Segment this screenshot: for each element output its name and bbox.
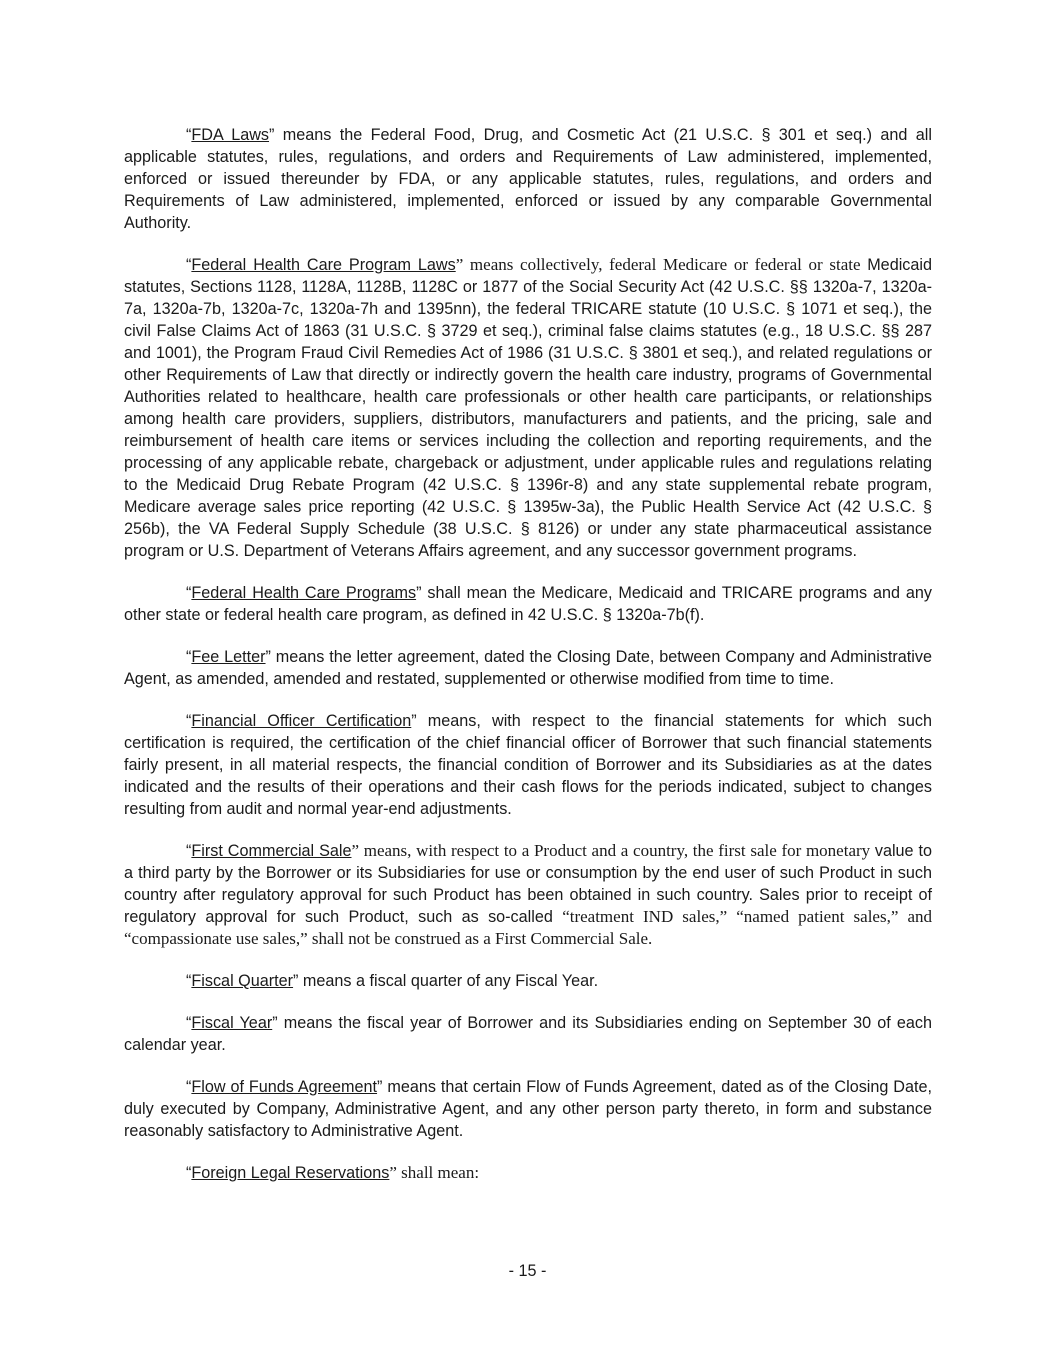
definition-text: means that certain Flow of Funds Agreement, dated as of the Closing Date, duly executed by Company, Administrative Agent, and any other person party thereto, in form and substance reasonably satisfactory to Administrative Agent. [124,1078,932,1140]
defined-term: Flow of Funds Agreement [191,1078,378,1096]
definition-foreign-legal-reservations: “Foreign Legal Reservations” shall mean: [186,1163,480,1182]
definition-text: means the fiscal year of Borrower and its Subsidiaries ending on September 30 of each calendar year. [124,1014,932,1054]
definition-text: means collectively, federal Medicare or federal or state [463,255,868,274]
definition-federal-health-care-programs: “Federal Health Care Programs” shall mean the Medicare, Medicaid and TRICARE programs and any other state or federal health care program, as defined in 42 U.S.C. § 1320a-7b(f). [124,584,933,624]
document-page [124,124,932,1204]
definition-text: means the letter agreement, dated the Closing Date, between Company and Administrative Agent, as amended, amended and restated, supplemented or otherwise modified from time to time. [124,648,932,688]
defined-term: First Commercial Sale [191,842,352,860]
definition-text-continued: Medicaid statutes, Sections 1128, 1128A, 1128B, 1128C or 1877 of the Social Security Act (42 U.S.C. §§ 1320a-7, 1320a-7a, 1320a-7b, 1320a-7c, 1320a-7h and 1395nn), the federal TRICARE statute (10 U.S.C. § 1071 et seq.), the civil False Claims Act of 1863 (31 U.S.C. § 3729 et seq.), criminal false claims statutes (e.g., 18 U.S.C. §§ 287 and 1001), the Program Fraud Civil Remedies Act of 1986 (31 U.S.C. § 3801 et seq.), and related regulations or other Requirements of Law that directly or indirectly govern the health care industry, programs of Governmental Authorities related to healthcare, health care professionals or other health care participants, or relationships among health care providers, suppliers, distributors, manufacturers and patients, and the pricing, sale and reimbursement of health care items or services including the collection and reporting requirements, and the processing of any applicable rebate, chargeback or adjustment, under applicable rules and regulations relating to the Medicaid Drug Rebate Program (42 U.S.C. § 1396r-8) and any state supplemental rebate program, Medicare average sales price reporting (42 U.S.C. § 1395w-3a), the Public Health Service Act (42 U.S.C. § 256b), the VA Federal Supply Schedule (38 U.S.C. § 8126) or under any state pharmaceutical assistance program or U.S. Department of Veterans Affairs agreement, and any successor government programs. [124,256,932,560]
defined-term: FDA Laws [191,126,270,144]
definition-fiscal-year: “Fiscal Year” means the fiscal year of Borrower and its Subsidiaries ending on September 30 of each calendar year. [124,1014,932,1054]
definition-text: shall mean: [396,1163,480,1182]
definition-text-continued: value to a third party by the Borrower or its Subsidiaries for use or consumption by the end user of such Product in such country after regulatory approval for such Product has been obtained in such country. Sales prior to receipt of regulatory approval for such Product, such as so-called [124,842,932,926]
defined-term: Federal Health Care Program Laws [191,256,456,274]
definition-text: means a fiscal quarter of any Fiscal Year. [298,972,599,990]
definition-text: means, with respect to a Product and a country, the first sale for monetary [359,841,875,860]
definition-first-commercial-sale: “First Commercial Sale” means, with respect to a Product and a country, the first sale for monetary value to a third party by the Borrower or its Subsidiaries for use or consumption by the end user of such Product in such country after regulatory approval for such Product has been obtained in such country. Sales prior to receipt of regulatory approval for such Product, such as so-called “treatment IND sales,” “named patient sales,” and “compassionate use sales,” shall not be construed as a First Commercial Sale. [124,841,932,948]
defined-term: Fee Letter [191,648,266,666]
defined-term: Fiscal Quarter [191,972,294,990]
definition-text-end: “treatment IND sales,” “named patient sales,” and “compassionate use sales,” shall not be construed as a First Commercial Sale. [124,907,932,948]
definition-fee-letter: “Fee Letter” means the letter agreement, dated the Closing Date, between Company and Administrative Agent, as amended, amended and restated, supplemented or otherwise modified from time to time. [124,648,932,688]
definition-federal-health-care-program-laws: “Federal Health Care Program Laws” means collectively, federal Medicare or federal or state Medicaid statutes, Sections 1128, 1128A, 1128B, 1128C or 1877 of the Social Security Act (42 U.S.C. §§ 1320a-7, 1320a-7a, 1320a-7b, 1320a-7c, 1320a-7h and 1395nn), the federal TRICARE statute (10 U.S.C. § 1071 et seq.), the civil False Claims Act of 1863 (31 U.S.C. § 3729 et seq.), criminal false claims statutes (e.g., 18 U.S.C. §§ 287 and 1001), the Program Fraud Civil Remedies Act of 1986 (31 U.S.C. § 3801 et seq.), and related regulations or other Requirements of Law that directly or indirectly govern the health care industry, programs of Governmental Authorities related to healthcare, health care professionals or other health care participants, or relationships among health care providers, suppliers, distributors, manufacturers and patients, and the pricing, sale and reimbursement of health care items or services including the collection and reporting requirements, and the processing of any applicable rebate, chargeback or adjustment, under applicable rules and regulations relating to the Medicaid Drug Rebate Program (42 U.S.C. § 1396r-8) and any state supplemental rebate program, Medicare average sales price reporting (42 U.S.C. § 1395w-3a), the Public Health Service Act (42 U.S.C. § 256b), the VA Federal Supply Schedule (38 U.S.C. § 8126) or under any state pharmaceutical assistance program or U.S. Department of Veterans Affairs agreement, and any successor government programs. [124,255,932,560]
definition-fiscal-quarter: “Fiscal Quarter” means a fiscal quarter of any Fiscal Year. [186,972,599,990]
definition-financial-officer-certification: “Financial Officer Certification” means, with respect to the financial statements for which such certification is required, the certification of the chief financial officer of Borrower that such financial statements fairly present, in all material respects, the financial condition of Borrower and its Subsidiaries as at the dates indicated and the results of their operations and their cash flows for the periods indicated, subject to changes resulting from audit and normal year-end adjustments. [124,712,932,818]
definition-text: means, with respect to the financial statements for which such certification is required, the certification of the chief financial officer of Borrower that such financial statements fairly present, in all material respects, the financial condition of Borrower and its Subsidiaries as at the dates indicated and the results of their operations and their cash flows for the periods indicated, subject to changes resulting from audit and normal year-end adjustments. [124,712,932,818]
defined-term: Federal Health Care Programs [191,584,417,602]
defined-term: Foreign Legal Reservations [191,1164,390,1182]
defined-term: Fiscal Year [191,1014,273,1032]
definition-flow-of-funds-agreement: “Flow of Funds Agreement” means that certain Flow of Funds Agreement, dated as of the Closing Date, duly executed by Company, Administrative Agent, and any other person party thereto, in form and substance reasonably satisfactory to Administrative Agent. [124,1078,932,1140]
defined-term: Financial Officer Certification [191,712,412,730]
definition-text: means the Federal Food, Drug, and Cosmetic Act (21 U.S.C. § 301 et seq.) and all applicable statutes, rules, regulations, and orders and Requirements of Law administered, implemented, enforced or issued thereunder by FDA, or any applicable statutes, rules, regulations, and orders and Requirements of Law administered, implemented, enforced or issued by any comparable Governmental Authority. [124,126,932,232]
definition-fda-laws: “FDA Laws” means the Federal Food, Drug, and Cosmetic Act (21 U.S.C. § 301 et seq.) and all applicable statutes, rules, regulations, and orders and Requirements of Law administered, implemented, enforced or issued thereunder by FDA, or any applicable statutes, rules, regulations, and orders and Requirements of Law administered, implemented, enforced or issued by any comparable Governmental Authority. [124,126,932,232]
definition-text: shall mean the Medicare, Medicaid and TRICARE programs and any other state or federal health care program, as defined in 42 U.S.C. § 1320a-7b(f). [124,584,933,624]
page-number: - 15 - [508,1262,547,1280]
